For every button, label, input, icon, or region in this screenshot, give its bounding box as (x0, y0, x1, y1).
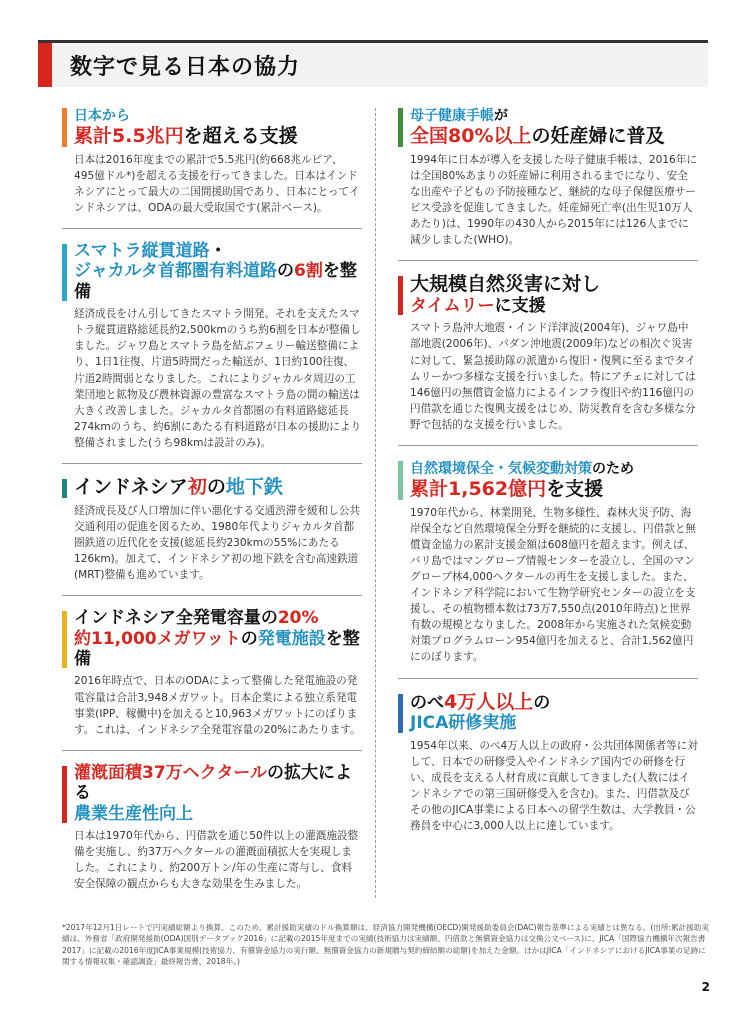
right-section (398, 691, 698, 835)
headline-line (74, 241, 362, 261)
section-headline (74, 608, 362, 669)
section-body: スマトラ島沖大地震・インド洋津波(2004年)、ジャワ島中部地震(2006年)、パダン沖地震(2009年)などの相次ぐ災害に対して、緊急援助隊の派遣から復旧・復興に至るまでタイムリーかつ多様な支援を行いました。特にアチェに対しては146億円の無償資金協力によるインフラ復旧や約116億円の円借款を通じた復興支援をはじめ、防災教育を含む多様な分野で包括的な支援を行いました。 (410, 322, 696, 431)
section-headline (410, 691, 698, 734)
left-section (62, 476, 362, 583)
section-accent-bar (398, 276, 403, 315)
section-body: 2016年時点で、日本のODAによって整備した発電施設の発電容量は合計3,948メガワット。日本企業による独立系発電事業(IPP、稼働中)を加えると10,963メガワットにのぼります。これは、インドネシア全発電容量の20%にあたります。 (74, 675, 361, 736)
right-column (398, 105, 698, 834)
headline-segment: の (276, 261, 294, 282)
section-body: 1994年に日本が導入を支援した母子健康手帳は、2016年には全国80%あまりの妊産婦に利用されるまでになり、安全な出産や子どもの予防接種など、継続的な母子保健医療サービス受診を促進してきました。妊産婦死亡率(出生児10万人あたり)は、1990年の430人から2015年には126人までに減少しました(WHO)。 (410, 153, 697, 247)
headline-segment: を整備 (74, 628, 360, 670)
section-accent-bar (62, 479, 67, 498)
headline-segment: 全国80%以上 (410, 124, 532, 147)
headline-segment: に対し (543, 273, 601, 296)
headline-line (74, 105, 362, 125)
section-accent-bar (398, 108, 403, 147)
headline-segment: のため (592, 461, 634, 477)
section-accent-bar (62, 108, 67, 147)
headline-line (410, 125, 698, 148)
headline-segment: インドネシア全発電容量の (74, 608, 278, 629)
section-accent-bar (62, 611, 67, 668)
headline-segment: の (240, 628, 258, 649)
section-divider (62, 750, 362, 751)
headline-segment: を超える支援 (183, 124, 298, 147)
section-body: 日本は2016年度までの累計で5.5兆円(約668兆ルピア、495億ドル*)を超える支援を行ってきました。日本はインドネシアにとって最大の二国間援助国であり、日本にとってインドネシアは、ODAの最大受取国です(累計ベース)。 (74, 153, 360, 214)
headline-segment: 灌漑面積37万ヘクタール (74, 762, 267, 783)
headline-line (410, 105, 698, 125)
section-headline (74, 105, 362, 148)
page-number: 2 (701, 980, 710, 994)
section-headline (410, 105, 698, 148)
headline-segment: 地下鉄 (225, 475, 283, 498)
headline-segment: ジャカルタ首都圏有料道路 (74, 261, 277, 282)
left-section (62, 608, 362, 738)
left-column (62, 105, 362, 892)
headline-segment: 約11,000メガワット (74, 628, 241, 649)
headline-segment: タイムリー (410, 295, 495, 316)
headline-segment: が (494, 108, 508, 124)
section-body: 1954年以来、のべ4万人以上の政府・公共団体関係者等に対して、日本での研修受入やインドネシア国内での研修を行い、成長を支える人材育成に貢献してきました(人数にはインドネシアでの第三国研修受入を含む)。また、円借款及びその他のJICA事業による日本への留学生数は、大学教員・公務員を中心に3,000人以上に達しています。 (410, 739, 698, 833)
headline-line (410, 296, 698, 316)
headline-line (74, 629, 362, 670)
section-accent-bar (62, 244, 67, 301)
headline-segment: の (533, 692, 551, 713)
section-headline (74, 241, 362, 302)
footnote: *2017年12月1日レートで円実績総額より換算。このため、累計援助実績のドル換算額は、経済協力開発機構(OECD)開発援助委員会(DAC)報告基準による実績とは異なる。(出所:累計援助実績は、外務省「政府開発援助(ODA)国別データブック2016」に記載の2015年度までの実績(技術協力は実績額、円借款と無償資金協力は交換公文ベース)に、JICA「国際協力機構年次報告書2017」に記載の2016年度JICA事業規模(技術協力、有償資金協力の実行額、無償資金協力の新規贈与契約締結額の総額)を加えた金額。ほかはJICA「インドネシアにおけるJICA事業の足跡に関する情報収集・確認調査」最終報告書、2018年。) (62, 923, 710, 967)
right-section (398, 458, 698, 666)
headline-segment: 自然環境保全・気候変動対策 (410, 461, 592, 477)
header-accent-bar (38, 43, 52, 87)
headline-segment: に支援 (494, 295, 546, 316)
left-section (62, 241, 362, 451)
headline-line (410, 691, 698, 714)
headline-segment: 20% (277, 608, 319, 629)
page-header (38, 40, 708, 87)
section-divider (62, 228, 362, 229)
section-accent-bar (398, 694, 403, 733)
headline-segment: の拡大による (74, 762, 352, 804)
headline-segment: 累計5.5兆円 (74, 124, 184, 147)
left-section (62, 105, 362, 216)
headline-segment: を整備 (74, 261, 357, 302)
headline-segment: 4万人以上 (444, 690, 534, 713)
section-body: 1970年代から、林業開発、生物多様性、森林火災予防、海岸保全など自然環境保全分野を継続的に支援し、円借款と無償資金協力の累計支援金額は608億円を超えます。例えば、バリ島ではマングローブ情報センターを設立し、全国のマングローブ林4,000ヘクタールの再生を支援しました。また、インドネシア科学院において生物学研究センターの設立を支援し、その植物標本数は73万7,550点(2010年時点)と世界有数の規模となりました。2008年から実施された気候変動対策プログラムローン954億円を加えると、合計1,562億円にのぼります。 (410, 506, 697, 664)
headline-segment: 初 (187, 475, 207, 498)
headline-line (74, 608, 362, 628)
section-body: 経済成長及び人口増加に伴い悪化する交通渋滞を緩和し公共交通利用の促進を図るため、1980年代よりジャカルタ首都圏鉄道の近代化を支援(総延長約230kmの55%にあたる126km)。加えて、インドネシア初の地下鉄を含む高速鉄道(MRT)整備も進めています。 (74, 504, 361, 582)
headline-segment: 農業生産性向上 (74, 803, 193, 824)
section-accent-bar (62, 766, 67, 823)
headline-segment: スマトラ縦貫道路 (74, 240, 210, 261)
headline-segment: 発電施設 (257, 628, 326, 649)
headline-segment: の (206, 475, 226, 498)
right-section (398, 105, 698, 248)
column-divider (375, 108, 376, 898)
left-section (62, 763, 362, 893)
section-headline (74, 763, 362, 824)
headline-line (410, 478, 698, 501)
section-divider (398, 260, 698, 261)
headline-segment: 母子健康手帳 (410, 108, 494, 124)
section-accent-bar (398, 461, 403, 500)
headline-segment: を支援 (546, 477, 604, 500)
headline-line (410, 713, 698, 733)
section-divider (62, 463, 362, 464)
headline-line (74, 763, 362, 804)
headline-segment: のべ (410, 692, 444, 713)
headline-segment: ・ (209, 240, 227, 261)
section-divider (62, 595, 362, 596)
section-divider (398, 678, 698, 679)
headline-line (410, 273, 698, 296)
headline-line (74, 804, 362, 824)
headline-segment: 6割 (293, 261, 323, 282)
section-headline (410, 273, 698, 316)
headline-segment: の妊産婦に普及 (531, 124, 665, 147)
section-body: 日本は1970年代から、円借款を通じ50件以上の灌漑施設整備を実施し、約37万ヘクタールの灌漑面積拡大を実現しました。これにより、約200万トン/年の生産に寄与し、食料安全保障の観点からも大きな効果を生みました。 (74, 829, 359, 891)
section-body: 経済成長をけん引してきたスマトラ開発。それを支えたスマトラ縦貫道路総延長約2,500kmのうち約6割を日本が整備しました。ジャワ島とスマトラ島を結ぶフェリー輸送整備により、1日1往復、片道5時間だった輸送が、1日約100往復、片道2時間弱となりました。これによりジャカルタ周辺の工業団地と鉱物及び農林資源の豊富なスマトラ島の間の輸送は大きく改善しました。ジャカルタ首都圏の有料道路総延長274kmのうち、約6割にあたる有料道路が日本の援助により整備されました(うち98kmは設計のみ)。 (74, 308, 362, 449)
headline-segment: JICA研修実施 (410, 713, 517, 734)
section-headline (74, 476, 362, 499)
headline-line (74, 476, 362, 499)
headline-line (74, 125, 362, 148)
section-headline (410, 458, 698, 501)
headline-segment: 累計1,562億円 (410, 477, 547, 500)
headline-line (74, 261, 362, 302)
page-title: 数字で見る日本の協力 (70, 54, 301, 80)
headline-segment: 日本から (74, 108, 130, 124)
section-divider (398, 445, 698, 446)
right-section (398, 273, 698, 433)
headline-line (410, 458, 698, 478)
headline-segment: インドネシア (74, 475, 188, 498)
headline-segment: 大規模自然災害 (410, 273, 544, 296)
